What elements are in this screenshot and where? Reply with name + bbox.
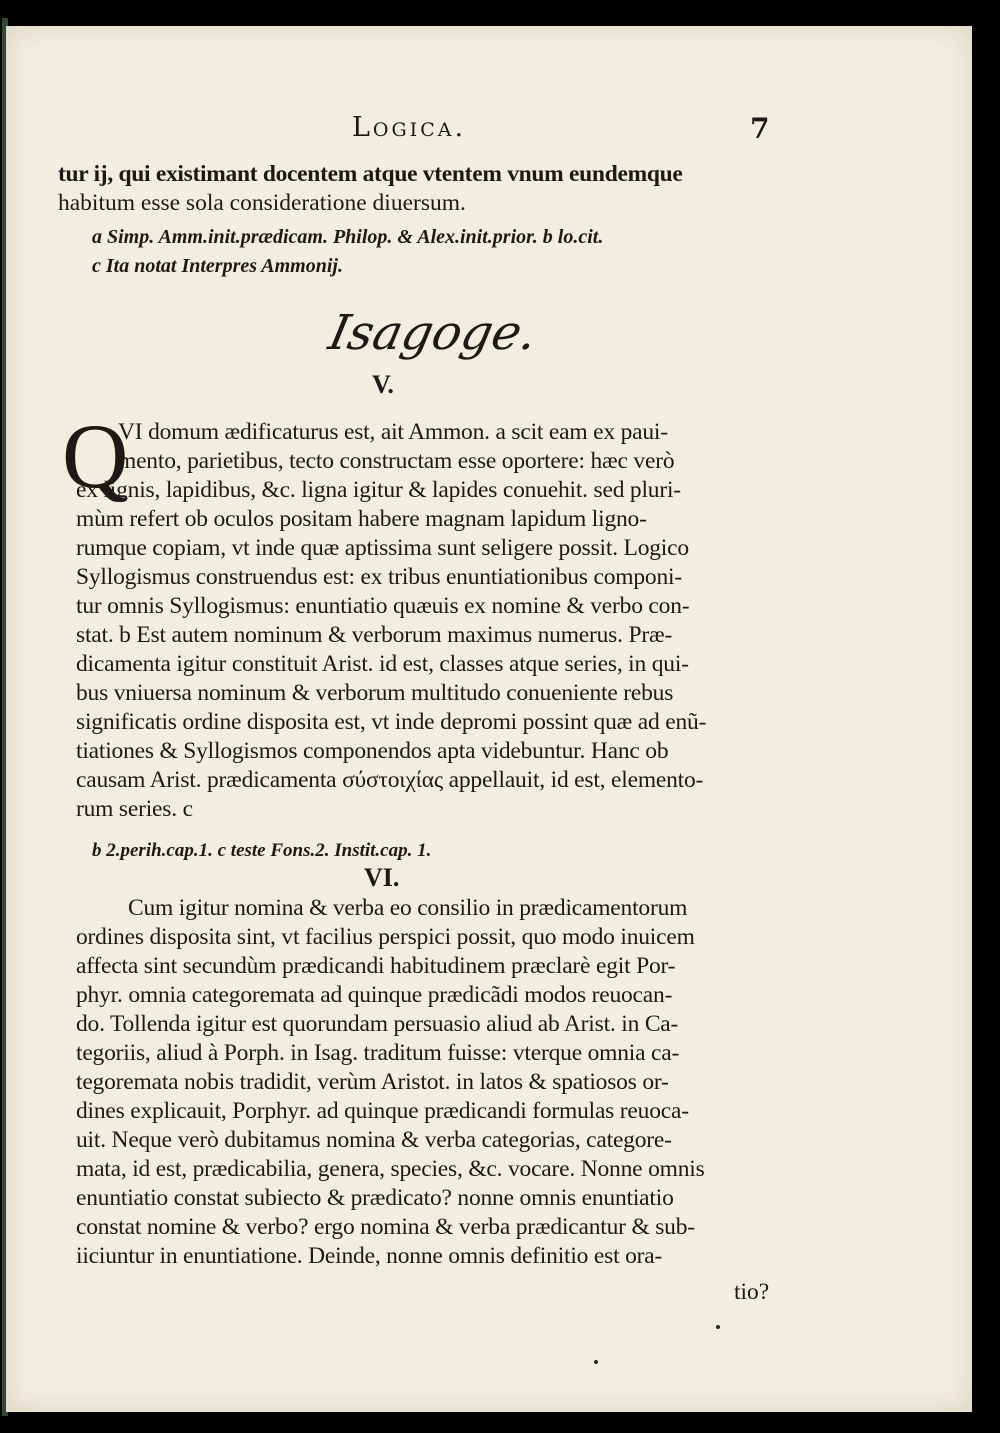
- text-line: Syllogismus construendus est: ex tribus enuntiationibus componi-: [76, 564, 682, 590]
- running-head: Logica.: [352, 112, 467, 143]
- text-line: mùm refert ob oculos positam habere magnam lapidum ligno-: [76, 506, 647, 532]
- text-line: constat nomine & verbo? ergo nomina & verba prædicantur & sub-: [76, 1214, 695, 1240]
- section-heading: Isagoge.: [324, 305, 543, 361]
- page-number: 7: [750, 112, 770, 145]
- section-number-v: V.: [372, 370, 394, 399]
- text-line: iiciuntur in enuntiatione. Deinde, nonne omnis definitio est ora-: [76, 1243, 663, 1269]
- text-line: dicamenta igitur constituit Arist. id est, classes atque series, in qui-: [76, 651, 689, 677]
- marginal-note: a Simp. Amm.init.prædicam. Philop. & Alex.init.prior. b lo.cit.: [92, 226, 604, 248]
- text-line: ex lignis, lapidibus, &c. ligna igitur & lapides conuehit. sed pluri-: [76, 477, 681, 503]
- text-line: enuntiatio constat subiecto & prædicato? nonne omnis enuntiatio: [76, 1185, 674, 1211]
- ink-speck: [594, 1360, 598, 1364]
- text-line: do. Tollenda igitur est quorundam persuasio aliud ab Arist. in Ca-: [76, 1011, 679, 1037]
- catchword: tio?: [734, 1279, 770, 1305]
- text-line: mata, id est, prædicabilia, genera, species, &c. vocare. Nonne omnis: [76, 1156, 705, 1182]
- text-line: significatis ordine disposita est, vt inde depromi possint quæ ad enũ-: [76, 709, 707, 735]
- text-line: stat. b Est autem nominum & verborum maximus numerus. Præ-: [76, 622, 673, 648]
- text-line: causam Arist. prædicamenta σύστοιχίας appellauit, id est, elemento-: [76, 767, 704, 793]
- text-line: phyr. omnia categoremata ad quinque prædicãdi modos reuocan-: [76, 982, 673, 1008]
- text-line: bus vniuersa nominum & verborum multitudo conueniente rebus: [76, 680, 674, 706]
- text-line: VI domum ædificaturus est, ait Ammon. a scit eam ex paui-: [118, 419, 668, 445]
- text-line: Cum igitur nomina & verba eo consilio in prædicamentorum: [128, 895, 688, 921]
- text-line: tegoriis, aliud à Porph. in Isag. traditum fuisse: vterque omnia ca-: [76, 1040, 680, 1066]
- text-line: tegoremata nobis tradidit, verùm Aristot. in latos & spatiosos or-: [76, 1069, 669, 1095]
- text-line: uit. Neque verò dubitamus nomina & verba categorias, categore-: [76, 1127, 672, 1153]
- ink-speck: [716, 1325, 720, 1329]
- continuation-line: tur ij, qui existimant docentem atque vtentem vnum eundemque: [58, 161, 683, 187]
- text-line: tiationes & Syllogismos componendos apta videbuntur. Hanc ob: [76, 738, 669, 764]
- text-line: rum series. c: [76, 796, 193, 822]
- marginal-note: c Ita notat Interpres Ammonij.: [92, 255, 343, 277]
- section-v-note: b 2.perih.cap.1. c teste Fons.2. Instit.cap. 1.: [92, 840, 432, 861]
- text-line: ordines disposita sint, vt facilius perspici possit, quo modo inuicem: [76, 924, 695, 950]
- text-line: mento, parietibus, tecto constructam esse oportere: hæc verò: [118, 448, 675, 474]
- text-line: affecta sint secundùm prædicandi habitudinem præclarè egit Por-: [76, 953, 676, 979]
- section-number-vi: VI.: [364, 863, 400, 892]
- text-line: rumque copiam, vt inde quæ aptissima sunt seligere possit. Logico: [76, 535, 689, 561]
- text-line: tur omnis Syllogismus: enuntiatio quæuis ex nomine & verbo con-: [76, 593, 690, 619]
- continuation-line: habitum esse sola consideratione diuersum.: [58, 190, 466, 216]
- drop-cap: Q: [62, 405, 129, 507]
- text-line: dines explicauit, Porphyr. ad quinque prædicandi formulas reuoca-: [76, 1098, 689, 1124]
